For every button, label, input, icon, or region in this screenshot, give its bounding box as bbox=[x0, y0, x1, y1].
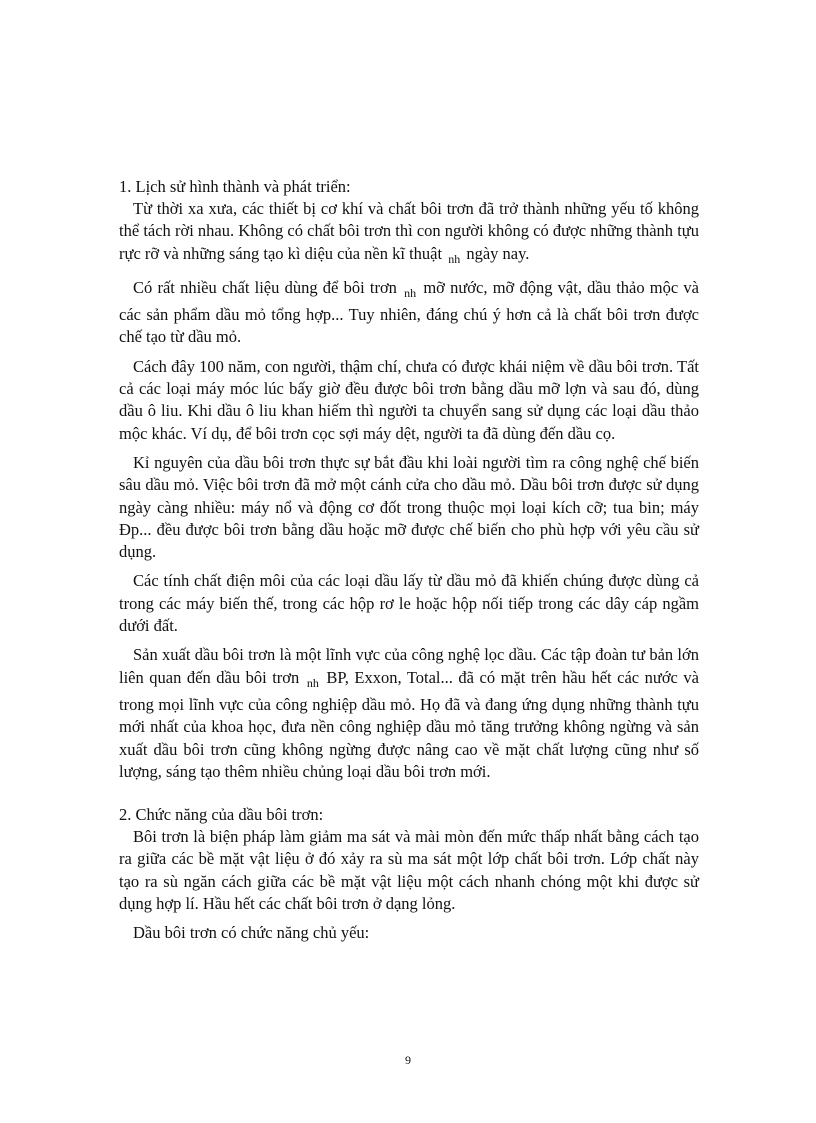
document-page bbox=[119, 176, 699, 952]
section-1-heading: 1. Lịch sử hình thành và phát triển: bbox=[119, 177, 351, 196]
paragraph: Bôi trơn là biện pháp làm giảm ma sát và mài mòn đến mức thấp nhất bằng cách tạo ra giữa các bề mặt vật liệu ở đó xảy ra sù ma sát một lớp chất bôi trơn. Lớp chất này tạo ra sù ngăn cách giữa các bề mặt vật liệu một cách nhanh chóng một khi được sử dụng hợp lí. Hầu hết các chất bôi trơn ở dạng lỏng. bbox=[119, 827, 699, 914]
paragraph: Kỉ nguyên của dầu bôi trơn thực sự bắt đầu khi loài người tìm ra công nghệ chế biến sâu dầu mỏ. Việc bôi trơn đã mở một cánh cửa cho dầu mỏ. Dầu bôi trơn được sử dụng ngày càng nhiều: máy nổ và động cơ đốt trong thuộc mọi loại kích cỡ; tua bin; máy Đp... đều được bôi trơn bằng dầu hoặc mỡ được chế biến cho phù hợp với yêu cầu sử dụng. bbox=[119, 452, 699, 562]
text-run: mỡ nước, mỡ động vật, dầu thảo mộc và các sản phẩm dầu mỏ tổng hợp... Tuy nhiên, đáng chú ý hơn cả là chất bôi trơn được chế tạo từ dầu mỏ. bbox=[119, 277, 699, 347]
paragraph: Dầu bôi trơn có chức năng chủ yếu: bbox=[133, 923, 370, 943]
subscript-text: nh bbox=[404, 285, 417, 300]
paragraph bbox=[119, 644, 699, 783]
text-run: BP, Exxon, Total... đã có mặt trên hầu hết các nước và trong mọi lĩnh vực của công nghiệp dầu mỏ. Họ đã và đang ứng dụng những thành tựu mới nhất của khoa học, đưa nền công nghiệp dầu mỏ tăng trưởng không ngừng và sản xuất dầu bôi trơn cũng không ngừng được nâng cao về mặt chất lượng cũng như số lượng, sáng tạo thêm nhiều chủng loại dầu bôi trơn mới. bbox=[119, 667, 699, 781]
page-number: 9 bbox=[405, 1053, 411, 1067]
paragraph bbox=[119, 277, 699, 349]
paragraph bbox=[119, 198, 699, 270]
text-run: Từ thời xa xưa, các thiết bị cơ khí và chất bôi trơn đã trở thành những yếu tố không thể tách rời nhau. Không có chất bôi trơn thì con người không có được những thành tựu rực rỡ và những sáng tạo kì diệu của nền kĩ thuật bbox=[119, 199, 699, 263]
paragraph: Các tính chất điện môi của các loại dầu lấy từ dầu mỏ đã khiến chúng được dùng cả trong các máy biến thế, trong các hộp rơ le hoặc hộp nối tiếp trong các dây cáp ngầm dưới đất. bbox=[119, 571, 699, 636]
subscript-text: nh bbox=[306, 675, 319, 690]
paragraph: Cách đây 100 năm, con người, thậm chí, chưa có được khái niệm về dầu bôi trơn. Tất cả các loại máy móc lúc bấy giờ đều được bôi trơn bằng dầu mỡ lợn và sau đó, dùng dầu ô liu. Khi dầu ô liu khan hiếm thì người ta chuyển sang sử dụng các loại dầu thảo mộc khác. Ví dụ, để bôi trơn cọc sợi máy dệt, người ta đã dùng đến dầu cọ. bbox=[119, 356, 699, 443]
subscript-text: nh bbox=[448, 251, 461, 266]
section-2-heading: 2. Chức năng của dầu bôi trơn: bbox=[119, 805, 324, 825]
section-spacer bbox=[119, 790, 699, 804]
text-run: Có rất nhiều chất liệu dùng để bôi trơn bbox=[133, 277, 403, 297]
text-run: ngày nay. bbox=[462, 243, 530, 263]
text-run: Sản xuất dầu bôi trơn là một lĩnh vực của công nghệ lọc dầu. Các tập đoàn tư bản lớn liên quan đến dầu bôi trơn bbox=[119, 645, 699, 687]
